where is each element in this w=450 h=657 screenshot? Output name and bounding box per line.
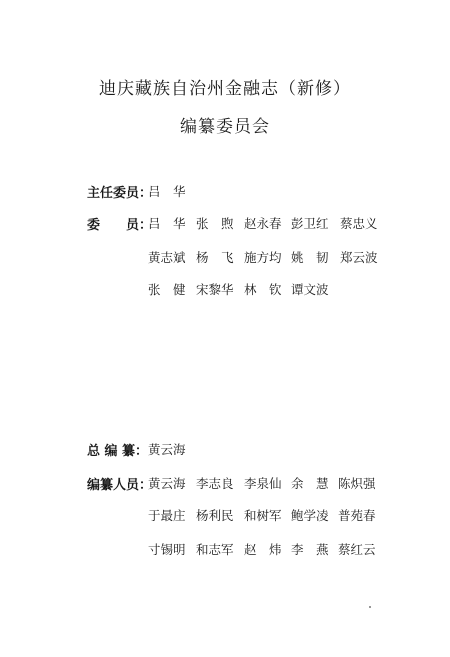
chief-editor-label: 总 编 纂： xyxy=(87,444,149,459)
editor-name: 和树军 xyxy=(244,508,282,523)
member-name: 张 煦 xyxy=(196,216,234,231)
member-name: 吕 华 xyxy=(148,216,186,231)
committee-heading: 编纂委员会 xyxy=(180,117,270,137)
member-name: 林 钦 xyxy=(244,282,282,297)
editor-name: 陈炽强 xyxy=(338,476,376,491)
editor-name: 李志良 xyxy=(196,476,234,491)
editor-name: 黄云海 xyxy=(148,476,186,491)
editor-name: 鲍学凌 xyxy=(291,508,329,523)
member-name: 谭文波 xyxy=(291,282,329,297)
member-name: 蔡忠义 xyxy=(340,216,378,231)
editor-name: 赵 炜 xyxy=(244,542,282,557)
editor-name: 杨利民 xyxy=(196,508,234,523)
editors-row-3 xyxy=(0,540,450,562)
member-name: 彭卫红 xyxy=(291,216,329,231)
editor-name: 蔡红云 xyxy=(338,542,376,557)
editor-name: 寸锡明 xyxy=(148,542,186,557)
director-name: 吕 华 xyxy=(148,184,186,199)
member-name: 宋黎华 xyxy=(196,282,234,297)
member-name: 姚 韧 xyxy=(291,250,329,265)
editors-row-2 xyxy=(0,506,450,528)
editor-name: 李泉仙 xyxy=(244,476,282,491)
member-name: 黄志斌 xyxy=(148,250,186,265)
member-name: 施方均 xyxy=(244,250,282,265)
member-name: 赵永春 xyxy=(244,216,282,231)
editor-name: 普苑春 xyxy=(338,508,376,523)
editor-name: 余 慧 xyxy=(291,476,329,491)
editor-name: 和志军 xyxy=(196,542,234,557)
member-name: 张 健 xyxy=(148,282,186,297)
member-name: 杨 飞 xyxy=(196,250,234,265)
members-label: 委 员： xyxy=(87,218,153,233)
director-label: 主任委员： xyxy=(87,186,153,201)
member-name: 郑云波 xyxy=(340,250,378,265)
members-row-1 xyxy=(0,214,450,236)
director-row xyxy=(0,182,450,204)
editor-name: 李 燕 xyxy=(291,542,329,557)
members-row-3 xyxy=(0,280,450,302)
scan-speck xyxy=(369,606,371,608)
chief-editor-name: 黄云海 xyxy=(148,442,186,457)
editor-name: 于最庄 xyxy=(148,508,186,523)
chief-editor-row xyxy=(0,440,450,462)
editors-label: 编纂人员： xyxy=(87,478,153,493)
members-row-2 xyxy=(0,248,450,270)
document-title: 迪庆藏族自治州金融志（新修） xyxy=(99,79,351,99)
editors-row-1 xyxy=(0,474,450,496)
